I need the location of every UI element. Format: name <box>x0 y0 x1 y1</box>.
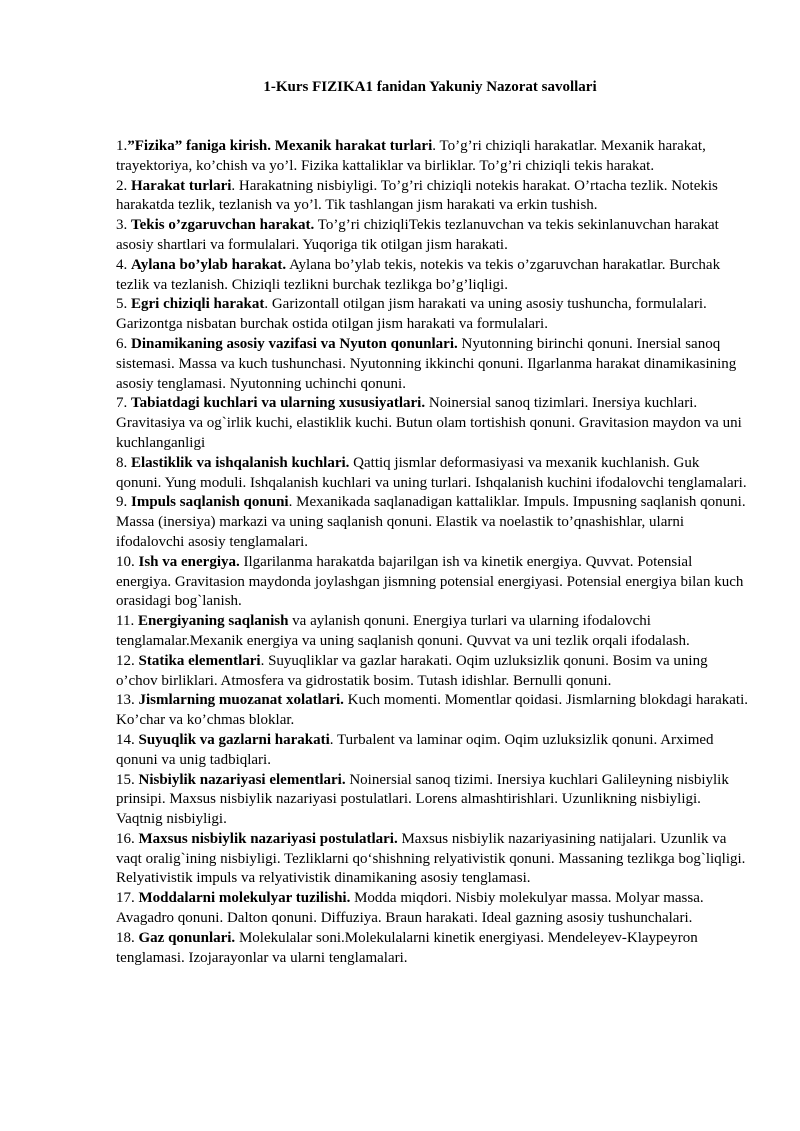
item-heading: Statika elementlari <box>138 652 261 669</box>
item-number: 7. <box>116 395 131 412</box>
item-text: Aylana bo’ylab tekis, notekis va tekis o’zgaruvchan harakatlar. Burchak tezlik va tezlanish. Chiziqli tezlikni burchak tezlikga bo’g’liqligi. <box>116 256 721 293</box>
item-number: 17. <box>116 890 139 907</box>
item-number: 15. <box>116 771 139 788</box>
list-item <box>116 889 748 929</box>
list-item <box>116 612 748 652</box>
item-heading: Gaz qonunlari. <box>138 929 236 946</box>
item-heading: Dinamikaning asosiy vazifasi va Nyuton qonunlari. <box>131 335 458 352</box>
list-item <box>116 335 748 394</box>
item-text: . Turbalent va laminar oqim. Oqim uzluksizlik qonuni. Arximed qonuni va unig tadbiqlari. <box>116 731 714 768</box>
item-text: . Suyuqliklar va gazlar harakati. Oqim uzluksizlik qonuni. Bosim va uning o’chov birliklari. Atmosfera va gidrostatik bosim. Tutash idishlar. Bernulli qonuni. <box>116 652 708 689</box>
item-text: Kuch momenti. Momentlar qoidasi. Jismlarning blokdagi harakati. Ko’char va ko’chmas bloklar. <box>116 692 749 729</box>
item-text: Nyutonning birinchi qonuni. Inersial sanoq sistemasi. Massa va kuch tushunchasi. Nyutonning ikkinchi qonuni. Ilgarlanma harakat dinamikasining asosiy tenglamasi. Nyutonning uchinchi qonuni. <box>116 335 737 392</box>
item-heading: Energiyaning saqlanish <box>137 613 289 630</box>
item-heading: Aylana bo’ylab harakat. <box>131 256 287 273</box>
item-text: To’g’ri chiziqliTekis tezlanuvchan va tekis sekinlanuvchan harakat asosiy shartlari va formulalari. Yuqoriga tik otilgan jism harakati. <box>116 217 719 253</box>
item-number: 9. <box>116 494 131 511</box>
item-text: . Harakatning nisbiyligi. To’g’ri chiziqli notekis harakat. O’rtacha tezlik. Notekis harakatda tezlik, tezlanish va yo’l. Tik tashlangan jism harakati va erkin tushish. <box>116 177 718 214</box>
item-number: 16. <box>116 830 139 847</box>
item-text: Qattiq jismlar deformasiyasi va mexanik kuchlanish. Guk qonuni. Yung moduli. Ishqalanish kuchlari va uning turlari. Ishqalanish kuchini ifodalovchi tenglamalari. <box>116 454 747 491</box>
list-item <box>116 691 748 731</box>
list-item <box>116 454 748 494</box>
item-heading: Nisbiylik nazariyasi elementlari. <box>138 771 346 788</box>
list-item <box>116 731 748 771</box>
list-item <box>116 216 748 256</box>
list-item <box>116 493 748 552</box>
item-number: 6. <box>116 335 131 352</box>
item-heading: Maxsus nisbiylik nazariyasi postulatlari. <box>138 830 398 847</box>
item-text: . Garizontall otilgan jism harakati va uning asosiy tushuncha, formulalari. Garizontga nisbatan burchak ostida otilgan jism harakati va formulalari. <box>116 296 707 333</box>
item-number: 2. <box>116 177 131 194</box>
item-heading: Suyuqlik va gazlarni harakati <box>138 731 330 748</box>
item-number: 13. <box>116 692 139 709</box>
item-heading: Egri chiziqli harakat <box>131 296 265 313</box>
list-item <box>116 295 748 335</box>
item-number: 3. <box>116 217 131 234</box>
item-text: Noinersial sanoq tizimi. Inersiya kuchlari Galileyning nisbiylik prinsipi. Maxsus nisbiylik nazariyasi postulatlari. Lorens almashtirishlari. Uzunlikning nisbiyligi. Vaqtnig nisbiyligi. <box>116 771 729 828</box>
item-number: 1. <box>116 138 128 154</box>
list-item <box>116 652 748 692</box>
item-heading: Moddalarni molekulyar tuzilishi. <box>138 890 351 907</box>
item-text: . To’g’ri chiziqli harakatlar. Mexanik harakat, trayektoriya, ko’chish va yo’l. Fizika kattaliklar va birliklar. To’g’ri chiziqli tekis harakat. <box>116 138 706 174</box>
item-text: Ilgarilanma harakatda bajarilgan ish va kinetik energiya. Quvvat. Potensial energiya. Gravitasion maydonda joylashgan jismning potensial energiyasi. Potensial energiya bilan kuch orasidagi bog`lanish. <box>116 553 744 610</box>
item-heading: Elastiklik va ishqalanish kuchlari. <box>131 454 350 471</box>
question-list <box>116 137 748 968</box>
list-item <box>116 830 748 889</box>
list-item <box>116 929 748 969</box>
item-heading: Harakat turlari <box>131 177 232 194</box>
item-heading: ”Fizika” faniga kirish. Mexanik harakat turlari <box>127 138 433 154</box>
item-number: 18. <box>116 929 139 946</box>
list-item <box>116 256 748 296</box>
item-text: Modda miqdori. Nisbiy molekulyar massa. Molyar massa. Avagadro qonuni. Dalton qonuni. Diffuziya. Braun harakati. Ideal gazning asosiy tushunchalari. <box>116 890 704 927</box>
item-heading: Jismlarning muozanat xolatlari. <box>138 692 344 709</box>
item-number: 10. <box>116 553 139 570</box>
item-heading: Ish va energiya. <box>138 553 240 570</box>
list-item <box>116 137 748 177</box>
item-heading: Impuls saqlanish qonuni <box>131 494 289 511</box>
list-item <box>116 177 748 217</box>
item-heading: Tabiatdagi kuchlari va ularning xususiyatlari. <box>131 395 426 412</box>
item-number: 12. <box>116 652 139 669</box>
list-item <box>116 553 748 612</box>
item-number: 8. <box>116 454 131 471</box>
item-text: Molekulalar soni.Molekulalarni kinetik energiyasi. Mendeleyev-Klaypeyron tenglamasi. Izojarayonlar va ularni tenglamalari. <box>116 929 698 966</box>
item-heading: Tekis o’zgaruvchan harakat. <box>131 217 315 234</box>
item-text: . Mexanikada saqlanadigan kattaliklar. Impuls. Impusning saqlanish qonuni. Massa (inersiya) markazi va uning saqlanish qonuni. Elastik va noelastik to’qnashishlar, ularni ifodalovchi asosiy tenglamalari. <box>116 494 746 550</box>
item-text: Maxsus nisbiylik nazariyasining natijalari. Uzunlik va vaqt oralig`ining nisbiyligi. Tezliklarni qo‘shishning relyativistik qonuni. Massaning tezlikga bog`liqligi. Relyativistik impuls va relyativistik dinamikaning asosiy tenglamasi. <box>116 830 746 887</box>
document-title: 1-Kurs FIZIKA1 fanidan Yakuniy Nazorat savollari <box>263 79 597 95</box>
item-text: va aylanish qonuni. Energiya turlari va ularning ifodalovchi tenglamalar.Mexanik energiya va uning saqlanish qonuni. Quvvat va uni tezlik orqali ifodalash. <box>116 613 690 649</box>
list-item <box>116 394 748 453</box>
item-number: 14. <box>116 731 139 748</box>
item-number: 5. <box>116 296 131 313</box>
item-text: Noinersial sanoq tizimlari. Inersiya kuchlari. Gravitasiya va og`irlik kuchi, elastiklik kuchi. Butun olam tortishish qonuni. Gravitasion maydon va uni kuchlanganligi <box>116 395 742 451</box>
list-item <box>116 771 748 830</box>
item-number: 11. <box>116 613 138 630</box>
item-number: 4. <box>116 256 131 273</box>
